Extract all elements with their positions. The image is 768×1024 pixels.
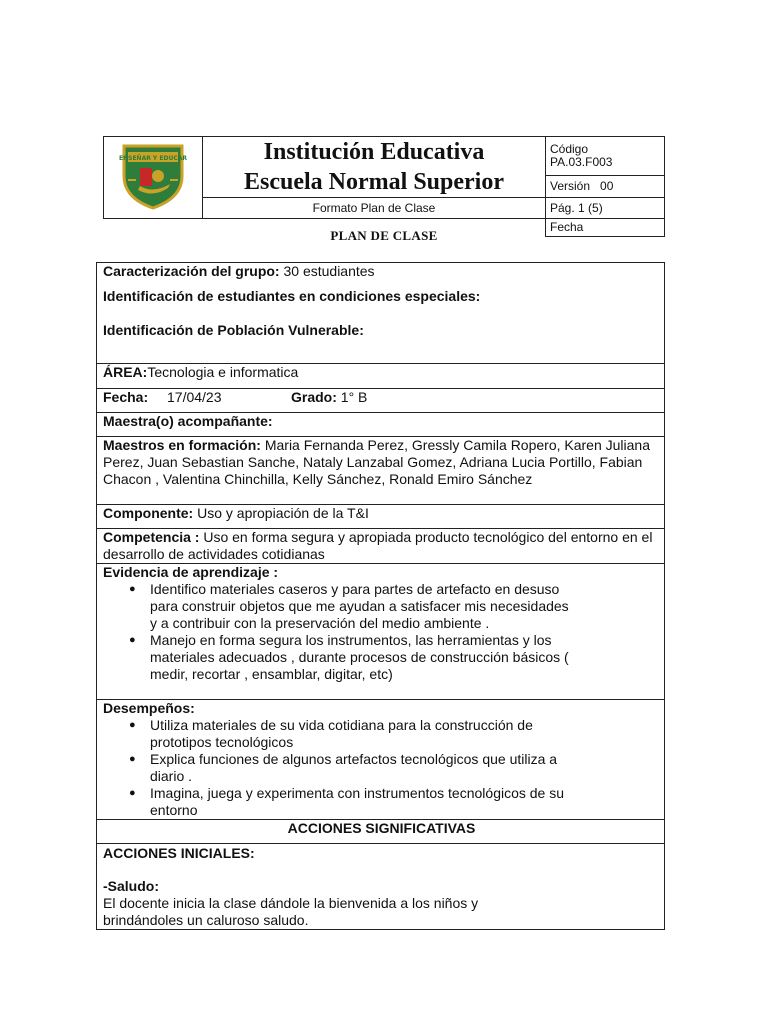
acciones-iniciales-row bbox=[97, 844, 665, 930]
competencia-row bbox=[97, 529, 665, 564]
evidencia-item: ● Manejo en forma segura los instrumentos, las herramientas y los materiales adecuados , durante procesos de construcción básicos ( medir, recortar , ensamblar, digitar, etc) bbox=[103, 632, 574, 683]
identificacion-vulnerable: Identificación de Población Vulnerable: bbox=[103, 322, 364, 338]
desempenos-row bbox=[97, 700, 665, 820]
fecha-cell: Fecha bbox=[546, 219, 665, 237]
saludo-label: -Saludo: bbox=[103, 878, 159, 894]
maestra-label: Maestra(o) acompañante: bbox=[97, 413, 665, 437]
document-header bbox=[103, 136, 665, 237]
maestros-value: Maria Fernanda Perez, Gressly Camila Ropero, Karen Juliana Perez, Juan Sebastian Sanche, Nataly Lanzabal Gomez, Adriana Lucia Portillo, Fabian Chacon , Valentina Chinchilla, Kelly Sánchez, Ronald Emiro Sánchez bbox=[103, 437, 650, 487]
area-row bbox=[97, 364, 665, 389]
codigo-cell bbox=[546, 137, 665, 176]
acciones-significativas-row bbox=[97, 820, 665, 844]
evidencia-list bbox=[103, 581, 660, 683]
saludo-text: El docente inicia la clase dándole la bienvenida a los niños y brindándoles un caluroso saludo. bbox=[103, 895, 479, 928]
institution-line-2: Escuela Normal Superior bbox=[244, 169, 504, 195]
area-value: Tecnologia e informatica bbox=[147, 364, 299, 380]
institution-title bbox=[203, 137, 546, 198]
evidencia-label: Evidencia de aprendizaje : bbox=[103, 564, 279, 580]
componente-label: Componente: bbox=[103, 505, 194, 521]
area-label: ÁREA: bbox=[103, 364, 148, 380]
pagina-cell: Pág. 1 (5) bbox=[546, 198, 665, 219]
version-cell: Versión 00 bbox=[546, 176, 665, 198]
institution-line-1: Institución Educativa bbox=[263, 139, 485, 165]
grado-value: 1° B bbox=[336, 389, 368, 405]
grado-label: Grado: bbox=[291, 389, 337, 405]
formato-cell: Formato Plan de Clase bbox=[203, 198, 546, 219]
fecha-grado-row bbox=[97, 389, 665, 413]
evidencia-item: ● Identifico materiales caseros y para partes de artefacto en desuso para construir objetos que me ayudan a satisfacer mis necesidades y a contribuir con la preservación del medio ambiente . bbox=[103, 581, 574, 632]
plan-table bbox=[96, 262, 665, 930]
school-shield-logo bbox=[114, 140, 192, 210]
componente-value: Uso y apropiación de la T&I bbox=[193, 505, 369, 521]
codigo-value: PA.03.F003 bbox=[550, 155, 613, 170]
logo-text: ENSEÑAR Y EDUCAR bbox=[119, 155, 187, 162]
acciones-iniciales-heading: ACCIONES INICIALES: bbox=[103, 845, 255, 861]
desempeno-item: ● Utiliza materiales de su vida cotidiana para la construcción de prototipos tecnológicos bbox=[103, 717, 580, 751]
acciones-significativas-heading: ACCIONES SIGNIFICATIVAS bbox=[97, 820, 665, 844]
desempenos-label: Desempeños: bbox=[103, 700, 195, 716]
caracterizacion-value: 30 estudiantes bbox=[279, 263, 375, 279]
group-info-row bbox=[97, 263, 665, 364]
fecha-value: 17/04/23 bbox=[167, 389, 222, 405]
competencia-value: Uso en forma segura y apropiada producto tecnológico del entorno en el desarrollo de actividades cotidianas bbox=[103, 529, 653, 562]
identificacion-especiales: Identificación de estudiantes en condiciones especiales: bbox=[103, 288, 481, 304]
plan-title: PLAN DE CLASE bbox=[330, 228, 438, 243]
competencia-label: Competencia : bbox=[103, 529, 200, 545]
maestra-row bbox=[97, 413, 665, 437]
codigo-label: Código bbox=[550, 142, 589, 157]
evidencia-row bbox=[97, 564, 665, 700]
desempeno-item: ● Imagina, juega y experimenta con instrumentos tecnológicos de su entorno bbox=[103, 785, 580, 819]
maestros-label: Maestros en formación: bbox=[103, 437, 261, 453]
componente-row bbox=[97, 505, 665, 529]
maestros-row bbox=[97, 437, 665, 505]
desempenos-list bbox=[103, 717, 660, 819]
caracterizacion-label: Caracterización del grupo: bbox=[103, 263, 280, 279]
desempeno-item: ● Explica funciones de algunos artefactos tecnológicos que utiliza a diario . bbox=[103, 751, 580, 785]
fecha-label: Fecha: bbox=[103, 389, 149, 405]
school-logo-cell bbox=[104, 137, 203, 219]
